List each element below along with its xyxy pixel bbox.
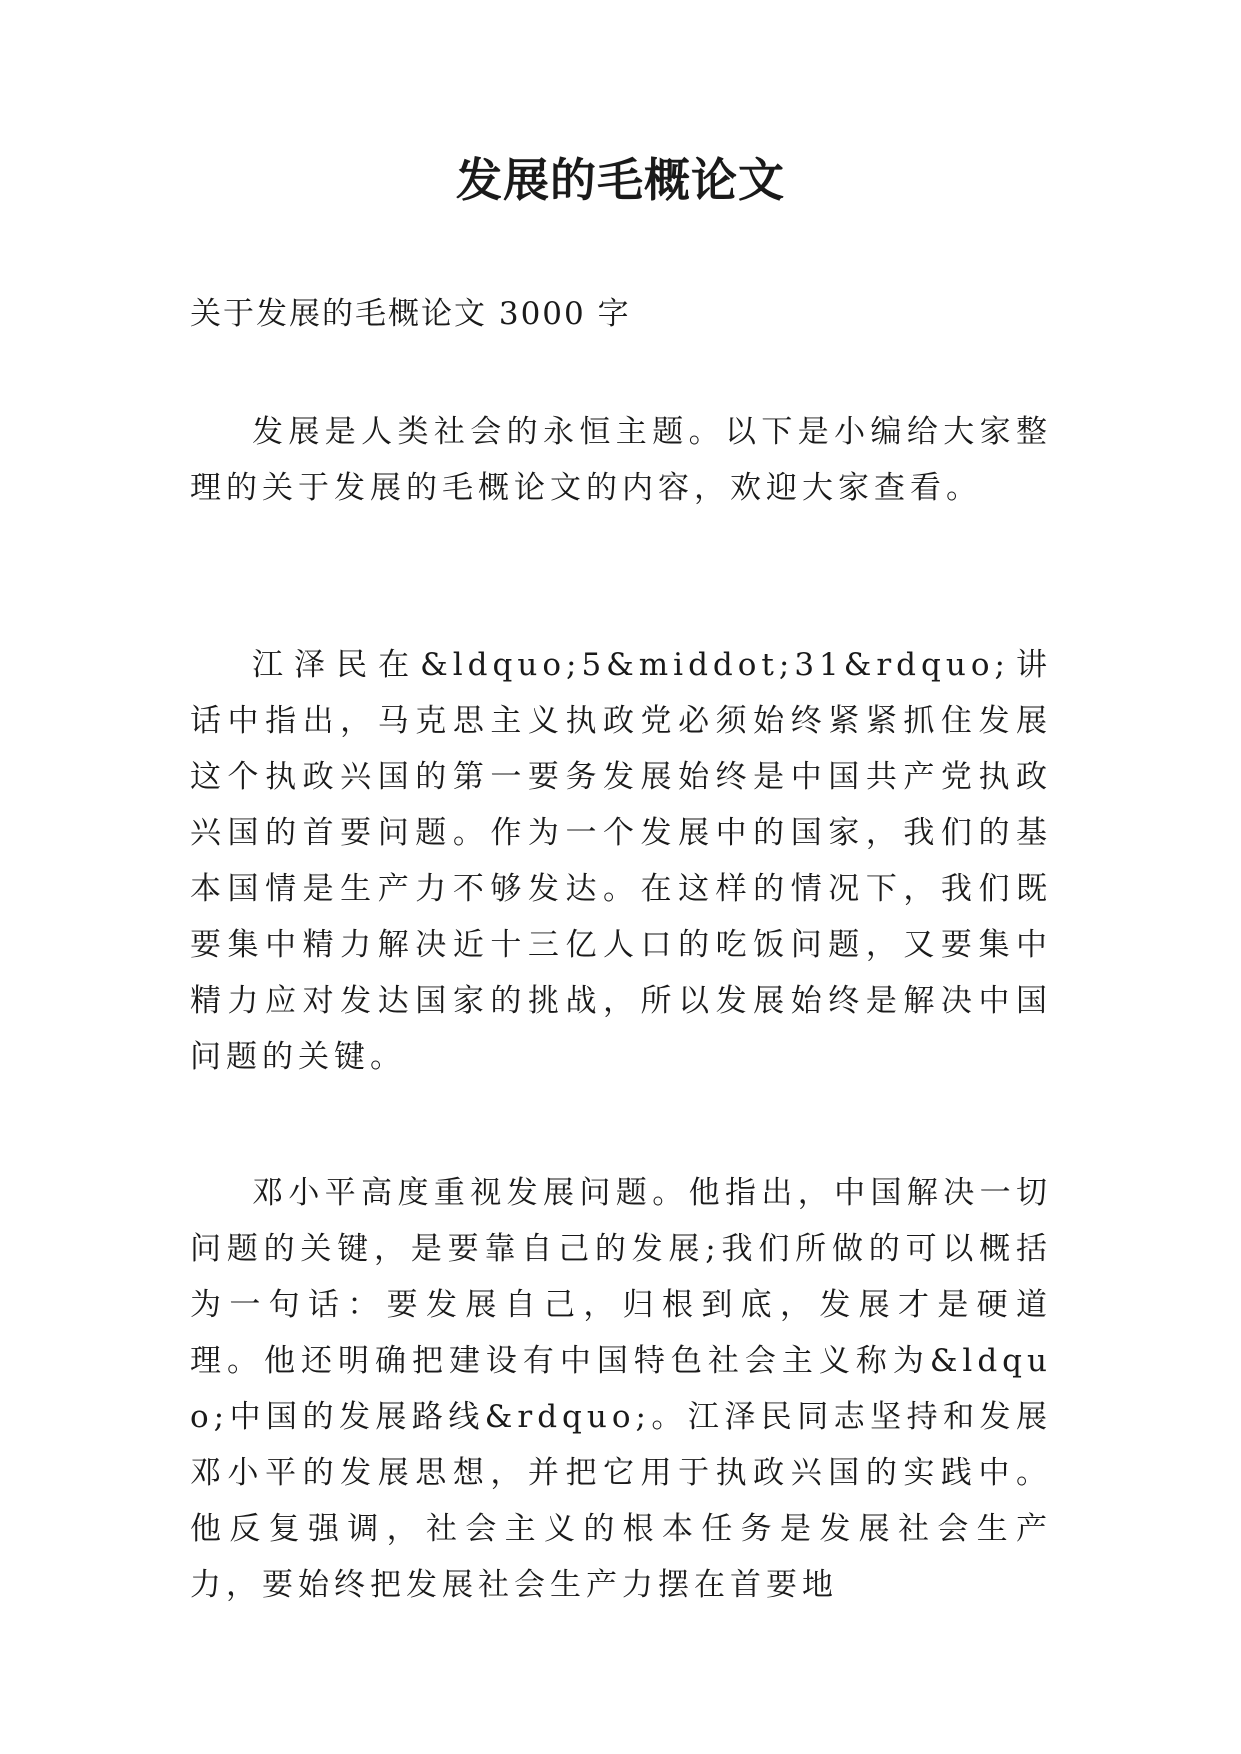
- document-title: 发展的毛概论文: [456, 153, 785, 207]
- paragraph-intro: 发展是人类社会的永恒主题。以下是小编给大家整理的关于发展的毛概论文的内容，欢迎大家查看。: [190, 414, 1052, 506]
- document-subtitle: 关于发展的毛概论文 3000 字: [190, 296, 631, 332]
- paragraph-deng-xiaoping: 邓小平高度重视发展问题。他指出，中国解决一切问题的关键，是要靠自己的发展;我们所做的可以概括为一句话：要发展自己，归根到底，发展才是硬道理。他还明确把建设有中国特色社会主义称为&ldquo;中国的发展路线&rdquo;。江泽民同志坚持和发展邓小平的发展思想，并把它用于执政兴国的实践中。他反复强调，社会主义的根本任务是发展社会生产力，要始终把发展社会生产力摆在首要地: [190, 1175, 1052, 1603]
- paragraph-jiang-zemin: 江泽民在&ldquo;5&middot;31&rdquo;讲话中指出，马克思主义执政党必须始终紧紧抓住发展这个执政兴国的第一要务发展始终是中国共产党执政兴国的首要问题。作为一个发展中的国家，我们的基本国情是生产力不够发达。在这样的情况下，我们既要集中精力解决近十三亿人口的吃饭问题，又要集中精力应对发达国家的挑战，所以发展始终是解决中国问题的关键。: [190, 647, 1052, 1075]
